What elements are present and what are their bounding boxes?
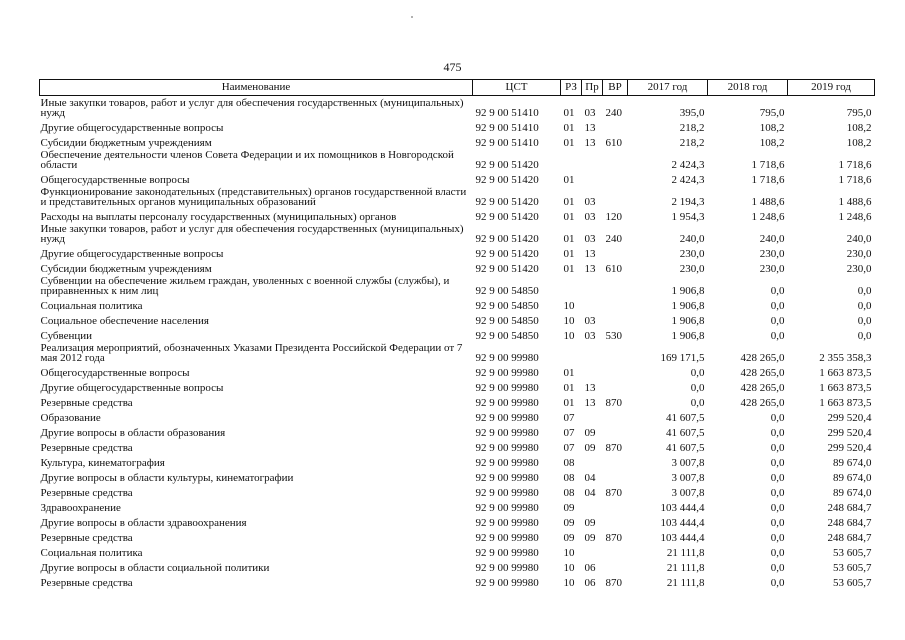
row-rz: [561, 341, 582, 363]
header-cst: ЦСТ: [473, 80, 561, 96]
row-cst: 92 9 00 51420: [475, 263, 539, 275]
row-vr: [603, 341, 628, 363]
table-row: [40, 573, 875, 588]
row-vr: 610: [605, 137, 622, 149]
row-vr: 870: [605, 532, 622, 544]
row-name: Субсидии бюджетным учреждениям: [40, 137, 212, 149]
table-row: [40, 296, 875, 311]
row-2019: 89 674,0: [833, 457, 872, 469]
table-row: [40, 423, 875, 438]
row-2017: 103 444,4: [660, 517, 705, 529]
row-rz: 01: [563, 397, 575, 409]
table-row: [40, 207, 875, 222]
table-row: [40, 393, 875, 408]
row-pr: 13: [584, 137, 596, 149]
row-2018: 428 265,0: [740, 382, 785, 394]
page-number: 475: [443, 60, 462, 74]
row-cst: 92 9 00 54850: [475, 315, 539, 327]
row-name: Образование: [40, 412, 101, 424]
row-rz: 10: [563, 315, 575, 327]
row-name: Субвенции: [40, 330, 93, 342]
row-cst: 92 9 00 51420: [475, 248, 539, 260]
row-cst: 92 9 00 99980: [475, 382, 539, 394]
row-2017: 2 424,3: [671, 174, 705, 186]
row-vr: [603, 118, 628, 133]
row-cst: 92 9 00 99980: [475, 532, 539, 544]
row-2019: 1 488,6: [838, 196, 872, 208]
row-cst: 92 9 00 99980: [475, 367, 539, 379]
row-name: Общегосударственные вопросы: [40, 174, 190, 186]
row-pr: [582, 543, 603, 558]
row-pr: [582, 453, 603, 468]
row-2018: 0,0: [770, 412, 785, 424]
header-2018: 2018 год: [708, 80, 788, 96]
row-2019: 299 520,4: [827, 442, 872, 454]
row-cst: 92 9 00 99980: [475, 487, 539, 499]
row-cst: 92 9 00 99980: [475, 472, 539, 484]
row-name: Другие вопросы в области социальной политики: [40, 562, 270, 574]
table-row: [40, 118, 875, 133]
row-rz: 10: [563, 300, 575, 312]
row-2019: 0,0: [857, 285, 872, 297]
row-pr: 13: [584, 397, 596, 409]
row-2017: 1 906,8: [671, 285, 705, 297]
table-row: [40, 408, 875, 423]
header-pr: Пр: [582, 80, 603, 96]
row-vr: [603, 311, 628, 326]
row-name: Расходы на выплаты персоналу государственных (муниципальных) органов: [40, 211, 397, 223]
row-rz: 01: [563, 367, 575, 379]
row-2019: 230,0: [846, 263, 872, 275]
row-name: Резервные средства: [40, 532, 133, 544]
row-2017: 1 906,8: [671, 330, 705, 342]
row-2019: 0,0: [857, 330, 872, 342]
row-name: Социальная политика: [40, 547, 143, 559]
row-rz: 08: [563, 487, 575, 499]
table-row: [40, 341, 875, 363]
header-vr: ВР: [603, 80, 628, 96]
table-row: [40, 170, 875, 185]
row-vr: [603, 423, 628, 438]
row-2018: 0,0: [770, 577, 785, 589]
row-cst: 92 9 00 54850: [475, 285, 539, 297]
row-vr: 870: [605, 397, 622, 409]
row-pr: 03: [584, 233, 596, 245]
row-2019: 1 248,6: [838, 211, 872, 223]
row-pr: [582, 408, 603, 423]
row-2019: 53 605,7: [833, 547, 872, 559]
row-2017: 41 607,5: [666, 412, 705, 424]
row-pr: 09: [584, 517, 596, 529]
row-pr: 03: [584, 330, 596, 342]
row-2018: 0,0: [770, 487, 785, 499]
row-2018: 1 718,6: [751, 174, 785, 186]
row-2017: 218,2: [679, 137, 705, 149]
row-rz: 01: [563, 382, 575, 394]
header-2019: 2019 год: [788, 80, 875, 96]
row-name: Другие вопросы в области культуры, кинематографии: [40, 472, 294, 484]
row-rz: 08: [563, 472, 575, 484]
row-2018: 108,2: [759, 122, 785, 134]
row-name: Иные закупки товаров, работ и услуг для обеспечения государственных (муниципальных) нужд: [40, 223, 464, 245]
row-2017: 230,0: [679, 263, 705, 275]
table-body: [40, 96, 875, 589]
row-2019: 0,0: [857, 315, 872, 327]
table-row: [40, 185, 875, 207]
row-rz: 09: [563, 532, 575, 544]
row-pr: 13: [584, 263, 596, 275]
row-pr: 03: [584, 315, 596, 327]
table-row: [40, 513, 875, 528]
row-2018: 1 718,6: [751, 159, 785, 171]
table-row: [40, 133, 875, 148]
row-2018: 240,0: [759, 233, 785, 245]
row-name: Культура, кинематография: [40, 457, 165, 469]
row-cst: 92 9 00 99980: [475, 352, 539, 364]
row-2017: 41 607,5: [666, 427, 705, 439]
row-cst: 92 9 00 51420: [475, 211, 539, 223]
row-vr: 870: [605, 577, 622, 589]
row-2019: 248 684,7: [827, 517, 872, 529]
row-2017: 0,0: [690, 367, 705, 379]
row-name: Иные закупки товаров, работ и услуг для обеспечения государственных (муниципальных) нужд: [40, 97, 464, 119]
row-2019: 299 520,4: [827, 412, 872, 424]
row-pr: 03: [584, 107, 596, 119]
row-2017: 3 007,8: [671, 457, 705, 469]
row-2018: 0,0: [770, 427, 785, 439]
header-2017: 2017 год: [628, 80, 708, 96]
table-row: [40, 378, 875, 393]
table-row: [40, 468, 875, 483]
row-vr: [603, 558, 628, 573]
row-2019: 248 684,7: [827, 532, 872, 544]
row-2019: 248 684,7: [827, 502, 872, 514]
row-2017: 240,0: [679, 233, 705, 245]
row-vr: 240: [605, 233, 622, 245]
row-2018: 0,0: [770, 285, 785, 297]
row-name: Социальная политика: [40, 300, 143, 312]
row-rz: 01: [563, 248, 575, 260]
row-cst: 92 9 00 51410: [475, 122, 539, 134]
row-2018: 0,0: [770, 547, 785, 559]
row-name: Реализация мероприятий, обозначенных Указами Президента Российской Федерации от 7 мая 2012 года: [40, 342, 463, 364]
table-row: [40, 453, 875, 468]
row-2018: 428 265,0: [740, 367, 785, 379]
table-row: [40, 148, 875, 170]
row-2019: 89 674,0: [833, 487, 872, 499]
row-pr: 13: [584, 382, 596, 394]
row-rz: 01: [563, 211, 575, 223]
row-2018: 0,0: [770, 532, 785, 544]
row-rz: [561, 148, 582, 170]
row-rz: 07: [563, 412, 575, 424]
header-name: Наименование: [40, 80, 473, 96]
row-rz: 01: [563, 233, 575, 245]
row-name: Обеспечение деятельности членов Совета Федерации и их помощников в Новгородской области: [40, 149, 454, 171]
row-cst: 92 9 00 99980: [475, 397, 539, 409]
row-pr: [582, 363, 603, 378]
row-pr: [582, 296, 603, 311]
row-vr: 870: [605, 442, 622, 454]
row-cst: 92 9 00 99980: [475, 412, 539, 424]
row-2017: 21 111,8: [666, 577, 705, 589]
row-vr: [603, 513, 628, 528]
row-name: Резервные средства: [40, 442, 133, 454]
row-name: Здравоохранение: [40, 502, 121, 514]
row-2019: 795,0: [846, 107, 872, 119]
row-2018: 0,0: [770, 315, 785, 327]
row-2019: 89 674,0: [833, 472, 872, 484]
row-2018: 428 265,0: [740, 397, 785, 409]
row-pr: [582, 498, 603, 513]
row-pr: 03: [584, 196, 596, 208]
row-name: Другие общегосударственные вопросы: [40, 248, 224, 260]
scan-speck: [411, 16, 413, 18]
table-row: [40, 363, 875, 378]
row-pr: 04: [584, 487, 596, 499]
table-row: [40, 543, 875, 558]
row-rz: 01: [563, 174, 575, 186]
row-2017: 230,0: [679, 248, 705, 260]
row-cst: 92 9 00 51420: [475, 174, 539, 186]
row-cst: 92 9 00 51420: [475, 159, 539, 171]
row-rz: 01: [563, 107, 575, 119]
row-name: Другие общегосударственные вопросы: [40, 122, 224, 134]
row-2019: 53 605,7: [833, 562, 872, 574]
row-pr: 04: [584, 472, 596, 484]
row-2017: 395,0: [679, 107, 705, 119]
table-row: [40, 326, 875, 341]
row-rz: 10: [563, 547, 575, 559]
row-name: Субсидии бюджетным учреждениям: [40, 263, 212, 275]
row-vr: [603, 543, 628, 558]
row-cst: 92 9 00 99980: [475, 547, 539, 559]
row-rz: 01: [563, 137, 575, 149]
row-cst: 92 9 00 99980: [475, 457, 539, 469]
row-rz: 01: [563, 196, 575, 208]
row-vr: [603, 498, 628, 513]
row-pr: 06: [584, 562, 596, 574]
row-vr: [603, 148, 628, 170]
row-pr: [582, 274, 603, 296]
row-2019: 0,0: [857, 300, 872, 312]
row-pr: 09: [584, 442, 596, 454]
row-2017: 21 111,8: [666, 562, 705, 574]
row-rz: 10: [563, 562, 575, 574]
row-2019: 1 718,6: [838, 159, 872, 171]
row-2018: 230,0: [759, 248, 785, 260]
row-rz: 01: [563, 263, 575, 275]
row-name: Другие вопросы в области образования: [40, 427, 226, 439]
table-row: [40, 274, 875, 296]
row-2017: 2 194,3: [671, 196, 705, 208]
row-2019: 1 718,6: [838, 174, 872, 186]
row-pr: 03: [584, 211, 596, 223]
row-name: Резервные средства: [40, 577, 133, 589]
row-2018: 0,0: [770, 472, 785, 484]
row-2017: 103 444,4: [660, 502, 705, 514]
row-pr: 13: [584, 248, 596, 260]
row-2018: 1 248,6: [751, 211, 785, 223]
row-vr: [603, 185, 628, 207]
row-cst: 92 9 00 99980: [475, 442, 539, 454]
table-row: [40, 498, 875, 513]
row-2018: 0,0: [770, 457, 785, 469]
row-vr: [603, 453, 628, 468]
row-vr: [603, 408, 628, 423]
row-name: Социальное обеспечение населения: [40, 315, 209, 327]
row-2019: 299 520,4: [827, 427, 872, 439]
row-cst: 92 9 00 99980: [475, 517, 539, 529]
row-cst: 92 9 00 51410: [475, 107, 539, 119]
row-2018: 0,0: [770, 502, 785, 514]
row-pr: [582, 341, 603, 363]
row-2019: 230,0: [846, 248, 872, 260]
row-rz: 09: [563, 502, 575, 514]
row-vr: 120: [605, 211, 622, 223]
header-row: [40, 80, 875, 96]
row-cst: 92 9 00 54850: [475, 300, 539, 312]
table-row: [40, 311, 875, 326]
table-row: [40, 222, 875, 244]
row-2017: 3 007,8: [671, 487, 705, 499]
row-rz: 10: [563, 577, 575, 589]
row-2019: 2 355 358,3: [819, 352, 872, 364]
row-vr: [603, 363, 628, 378]
row-2017: 1 954,3: [671, 211, 705, 223]
row-rz: 07: [563, 427, 575, 439]
table-row: [40, 96, 875, 119]
row-2018: 0,0: [770, 442, 785, 454]
row-name: Другие общегосударственные вопросы: [40, 382, 224, 394]
row-vr: 610: [605, 263, 622, 275]
row-vr: [603, 468, 628, 483]
row-pr: 06: [584, 577, 596, 589]
row-vr: [603, 378, 628, 393]
row-2018: 0,0: [770, 517, 785, 529]
row-2018: 795,0: [759, 107, 785, 119]
row-2017: 21 111,8: [666, 547, 705, 559]
row-name: Резервные средства: [40, 487, 133, 499]
row-vr: 870: [605, 487, 622, 499]
row-2017: 0,0: [690, 382, 705, 394]
row-cst: 92 9 00 99980: [475, 502, 539, 514]
row-2019: 108,2: [846, 137, 872, 149]
row-rz: 09: [563, 517, 575, 529]
row-vr: [603, 170, 628, 185]
row-name: Субвенции на обеспечение жильем граждан, уволенных с военной службы (службы), и приравненных к ним лиц: [40, 275, 450, 297]
row-2019: 1 663 873,5: [819, 367, 872, 379]
row-pr: [582, 170, 603, 185]
row-rz: 07: [563, 442, 575, 454]
row-2019: 1 663 873,5: [819, 397, 872, 409]
row-2018: 230,0: [759, 263, 785, 275]
row-pr: 13: [584, 122, 596, 134]
table-row: [40, 259, 875, 274]
row-pr: 09: [584, 427, 596, 439]
row-vr: [603, 274, 628, 296]
row-name: Общегосударственные вопросы: [40, 367, 190, 379]
row-cst: 92 9 00 51420: [475, 233, 539, 245]
row-cst: 92 9 00 54850: [475, 330, 539, 342]
row-2017: 169 171,5: [660, 352, 705, 364]
row-2017: 3 007,8: [671, 472, 705, 484]
row-cst: 92 9 00 99980: [475, 427, 539, 439]
row-rz: 08: [563, 457, 575, 469]
row-name: Функционирование законодательных (представительных) органов государственной власти и представительных органов муниципальных образований: [40, 186, 467, 208]
row-2019: 1 663 873,5: [819, 382, 872, 394]
row-2017: 1 906,8: [671, 315, 705, 327]
row-2018: 0,0: [770, 330, 785, 342]
row-2017: 1 906,8: [671, 300, 705, 312]
row-rz: [561, 274, 582, 296]
row-cst: 92 9 00 51420: [475, 196, 539, 208]
table-row: [40, 528, 875, 543]
row-name: Другие вопросы в области здравоохранения: [40, 517, 247, 529]
row-vr: [603, 244, 628, 259]
row-rz: 01: [563, 122, 575, 134]
table-row: [40, 558, 875, 573]
row-2018: 0,0: [770, 300, 785, 312]
row-cst: 92 9 00 51410: [475, 137, 539, 149]
row-2017: 0,0: [690, 397, 705, 409]
row-2017: 41 607,5: [666, 442, 705, 454]
row-2019: 108,2: [846, 122, 872, 134]
row-vr: 530: [605, 330, 622, 342]
row-2017: 218,2: [679, 122, 705, 134]
row-2018: 0,0: [770, 562, 785, 574]
row-pr: [582, 148, 603, 170]
row-name: Резервные средства: [40, 397, 133, 409]
row-2017: 103 444,4: [660, 532, 705, 544]
table-row: [40, 244, 875, 259]
row-2019: 240,0: [846, 233, 872, 245]
row-cst: 92 9 00 99980: [475, 577, 539, 589]
row-rz: 10: [563, 330, 575, 342]
row-cst: 92 9 00 99980: [475, 562, 539, 574]
table-row: [40, 438, 875, 453]
budget-table: [39, 79, 875, 588]
row-vr: 240: [605, 107, 622, 119]
row-2018: 1 488,6: [751, 196, 785, 208]
row-2018: 428 265,0: [740, 352, 785, 364]
row-2019: 53 605,7: [833, 577, 872, 589]
row-vr: [603, 296, 628, 311]
table-row: [40, 483, 875, 498]
header-rz: РЗ: [561, 80, 582, 96]
row-2018: 108,2: [759, 137, 785, 149]
row-2017: 2 424,3: [671, 159, 705, 171]
row-pr: 09: [584, 532, 596, 544]
